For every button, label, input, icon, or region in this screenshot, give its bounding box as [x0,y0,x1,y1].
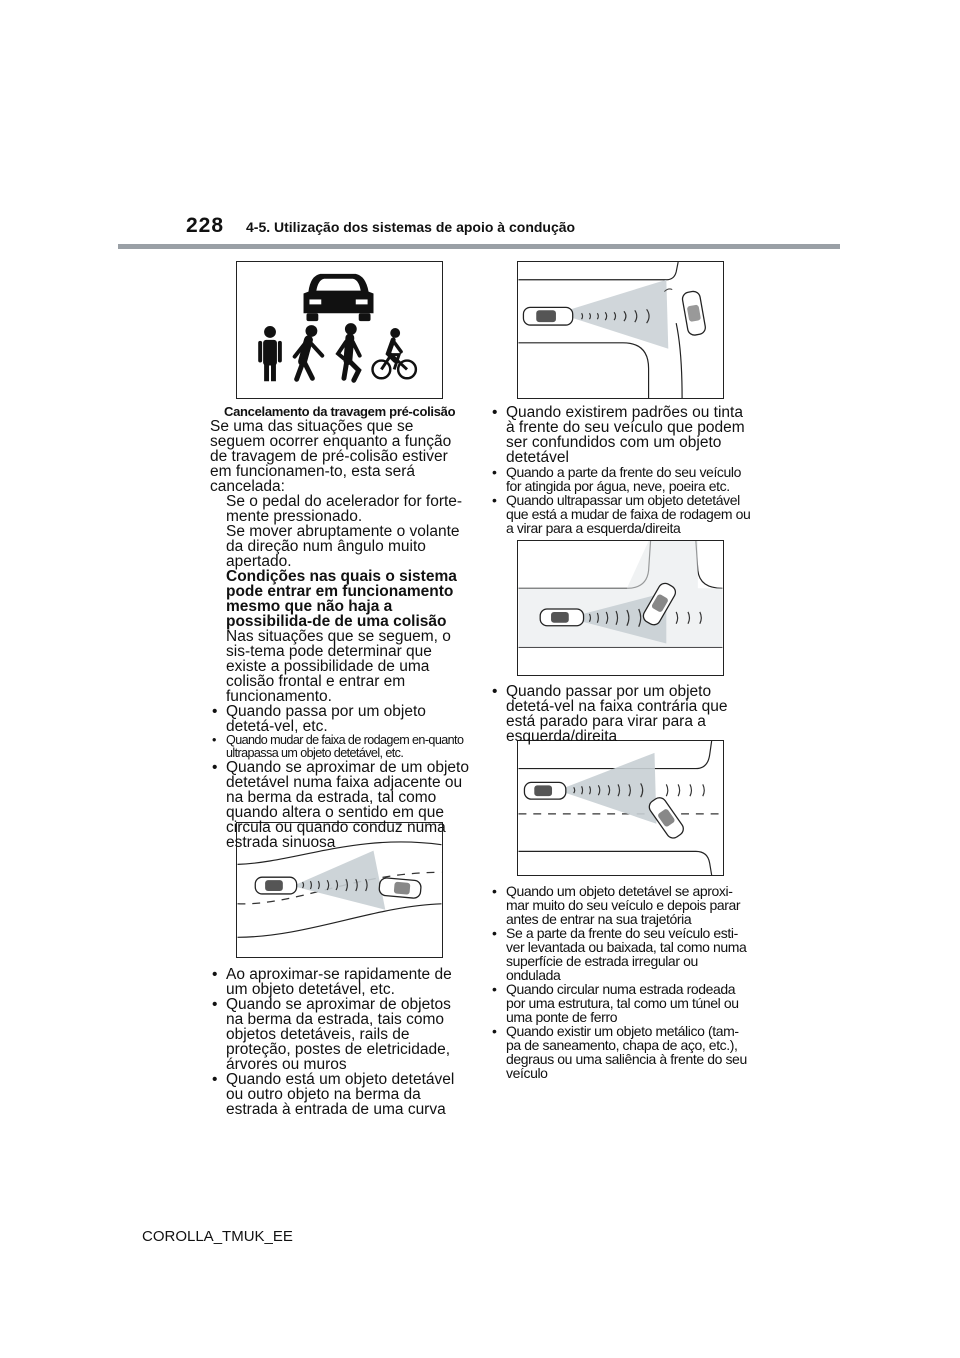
own-vehicle-icon [523,307,572,325]
right-column-text [490,405,752,535]
road-edge-line [676,323,682,398]
list-item: • Quando se aproximar de um objeto detetável numa faixa adjacente ou na berma da estrada, tal como quando altera o sentido em que circula ou quando conduz numa estrada sinuosa [210,760,472,850]
detectable-objects-figure [236,261,443,399]
bullet-list [210,967,472,1117]
left-column-text [210,404,472,850]
conditions-heading: Condições nas quais o sistema pode entrar em funcionamento mesmo que não haja a possibilida-de de uma colisão [226,568,457,630]
road-edge-line [519,741,712,769]
model-code: COROLLA_TMUK_EE [142,1228,293,1245]
oncoming-turning-vehicle-figure [517,740,724,876]
road-edge-line [519,343,649,398]
bullet-list [490,684,752,744]
list-item: • Quando passar por um objeto detetá-vel na faixa contrária que está parado para virar para a esquerda/direita [490,684,752,744]
own-vehicle-icon [524,782,565,799]
page-number: 228 [186,214,225,237]
right-column-text-2 [490,684,752,744]
overtaking-lane-change-figure [517,261,724,399]
section-title: 4-5. Utilização dos sistemas de apoio à condução [246,219,576,235]
road-edge-line [519,262,679,280]
running-pedestrian-icon [338,323,360,380]
right-column-text-3 [490,884,752,1080]
figure-caption: Cancelamento da travagem pré-colisão [224,404,456,419]
header-rule [118,244,840,249]
own-vehicle-icon [255,877,296,894]
target-vehicle-icon [379,877,422,898]
own-vehicle-icon [540,609,583,626]
list-item: • Quando um objeto detetável se aproxi-mar muito do seu veículo e depois parar antes de entrar na sua trajetória [490,884,752,926]
list-item: • Ao aproximar-se rapidamente de um objeto detetável, etc. [210,967,472,997]
bullet-list [210,704,472,850]
road-edge-line [519,851,712,875]
list-item: • Quando está um objeto detetável ou outro objeto na berma da estrada à entrada de uma curva [210,1072,472,1117]
list-item: • Quando passa por um objeto detetá-vel, etc. [210,704,472,734]
list-item: • Quando ultrapassar um objeto detetável que está a mudar de faixa de rodagem ou a virar para a esquerda/direita [490,493,752,535]
bullet-list [490,405,752,535]
sensor-beam [293,851,386,910]
list-item: • Quando a parte da frente do seu veículo for atingida por água, neve, poeira etc. [490,465,752,493]
sensor-beam [558,753,657,824]
list-item: • Quando existirem padrões ou tinta à frente do seu veículo que podem ser confundidos com um objeto detetável [490,405,752,465]
list-item: • Quando circular numa estrada rodeada por uma estrutura, tal como um túnel ou uma ponte de ferro [490,982,752,1024]
cyclist-icon [373,328,416,378]
conditions-intro: Nas situações que se seguem, o sis-tema pode determinar que existe a possibilidade de uma colisão frontal e entrar em funcionamento. [226,628,451,705]
car-icon [304,274,374,321]
road-edge-line [238,904,442,938]
list-item: • Quando se aproximar de objetos na berma da estrada, tais como objetos detetáveis, rails de proteção, postes de eletricidade, árvores ou muros [210,997,472,1072]
sensor-beam [558,280,668,349]
crossing-vehicle-figure [517,540,724,676]
target-vehicle-icon [681,290,706,336]
walking-pedestrian-icon [295,325,323,379]
left-column-text-2 [210,967,472,1117]
list-item: • Se a parte da frente do seu veículo esti-ver levantada ou baixada, tal como numa superfície de estrada irregular ou ondulada [490,926,752,982]
road-edge-line [696,541,723,588]
cancel-item: Se mover abruptamente o volante da direção num ângulo muito apertado. [226,523,460,570]
cancel-item: Se o pedal do acelerador for forte-mente pressionado. [226,493,463,525]
list-item: • Quando existir um objeto metálico (tam-pa de saneamento, chapa de aço, etc.), degraus ou uma saliência à frente do seu veículo [490,1024,752,1080]
intro-paragraph: Se uma das situações que se seguem ocorrer enquanto a função de travagem de pré-colisão estiver em funcionamen-to, esta será cancelada: [210,418,452,495]
pedestrian-icon [258,326,282,381]
bullet-list [490,884,752,1080]
list-item: • Quando mudar de faixa de rodagem en-quanto ultrapassa um objeto detetável, etc. [210,734,472,760]
